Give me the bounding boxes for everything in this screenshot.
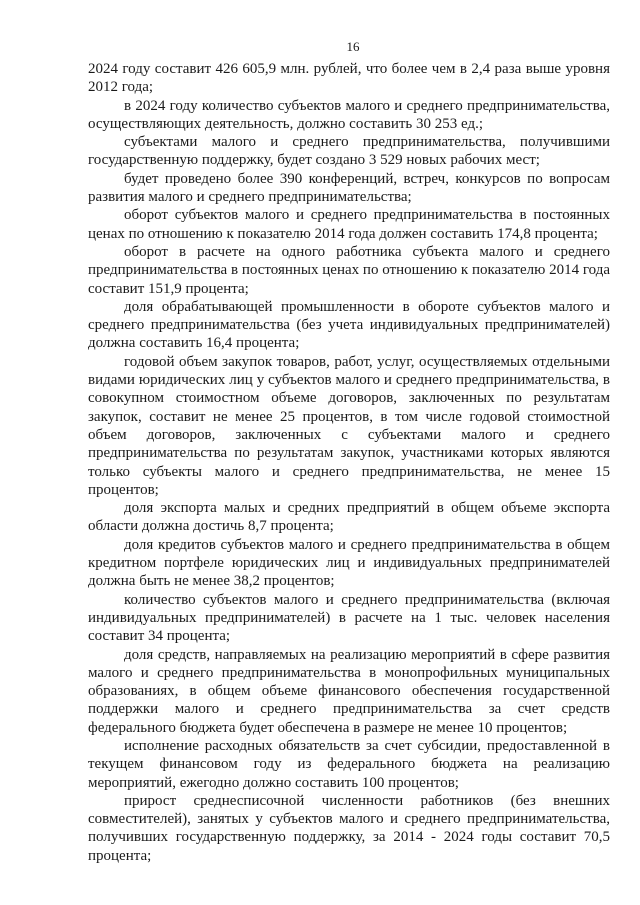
paragraph-new-jobs: субъектами малого и среднего предпринимательства, получившими государственную поддержку, будет создано 3 529 новых рабочих мест; (88, 134, 610, 169)
paragraph-employment-growth: прирост среднесписочной численности работников (без внешних совместителей), занятых у субъектов малого и среднего предпринимательства, получивших государственную поддержку, за 2014 - 2024 годы составит 70,5 процента; (88, 792, 610, 864)
paragraph-credit-share: доля кредитов субъектов малого и среднего предпринимательства в общем кредитном портфеле юридических лиц и индивидуальных предпринимателей должна быть не менее 38,2 процентов; (88, 536, 610, 590)
paragraph-subsidy-execution: исполнение расходных обязательств за счет субсидии, предоставленной в текущем финансовом году из федерального бюджета на реализацию мероприятий, ежегодно должно составить 100 процентов; (88, 737, 610, 791)
paragraph-monotowns-funding: доля средств, направляемых на реализацию мероприятий в сфере развития малого и среднего предпринимательства в монопрофильных муниципальных образованиях, в общем объеме финансового обеспечения государственной поддержки малого и среднего предпринимательства за счет средств федерального бюджета будет обеспечена в размере не менее 10 процентов; (88, 646, 610, 736)
paragraph-procurement: годовой объем закупок товаров, работ, услуг, осуществляемых отдельными видами юридических лиц у субъектов малого и среднего предпринимательства, в совокупном стоимостном объеме договоров, заключенных по результатам закупок, составит не менее 25 процентов, в том числе годовой стоимостной объем договоров, заключенных с субъектами малого и среднего предпринимательства по результатам закупок, участниками которых являются только субъекты малого и среднего предпринимательства, не менее 15 процентов; (88, 353, 610, 498)
paragraph-continuation: 2024 году составит 426 605,9 млн. рублей, что более чем в 2,4 раза выше уровня 2012 года; (88, 61, 610, 96)
paragraph-smb-per-capita: количество субъектов малого и среднего предпринимательства (включая индивидуальных предпринимателей) в расчете на 1 тыс. человек населения составит 34 процента; (88, 591, 610, 645)
page-number: 16 (346, 39, 360, 54)
paragraph-manufacturing-share: доля обрабатывающей промышленности в обороте субъектов малого и среднего предпринимательства (без учета индивидуальных предпринимателей) должна составить 16,4 процента; (88, 298, 610, 352)
paragraph-turnover-per-worker: оборот в расчете на одного работника субъекта малого и среднего предпринимательства в постоянных ценах по отношению к показателю 2014 года составит 151,9 процента; (88, 243, 610, 297)
paragraph-export-share: доля экспорта малых и средних предприятий в общем объеме экспорта области должна достичь 8,7 процента; (88, 500, 610, 535)
paragraph-turnover: оборот субъектов малого и среднего предпринимательства в постоянных ценах по отношению к показателю 2014 года должен составить 174,8 процента; (88, 207, 610, 242)
document-page (88, 38, 610, 865)
paragraph-conferences: будет проведено более 390 конференций, встреч, конкурсов по вопросам развития малого и среднего предпринимательства; (88, 170, 610, 206)
paragraph-smb-count: в 2024 году количество субъектов малого и среднего предпринимательства, осуществляющих деятельность, должно составить 30 253 ед.; (88, 97, 610, 132)
